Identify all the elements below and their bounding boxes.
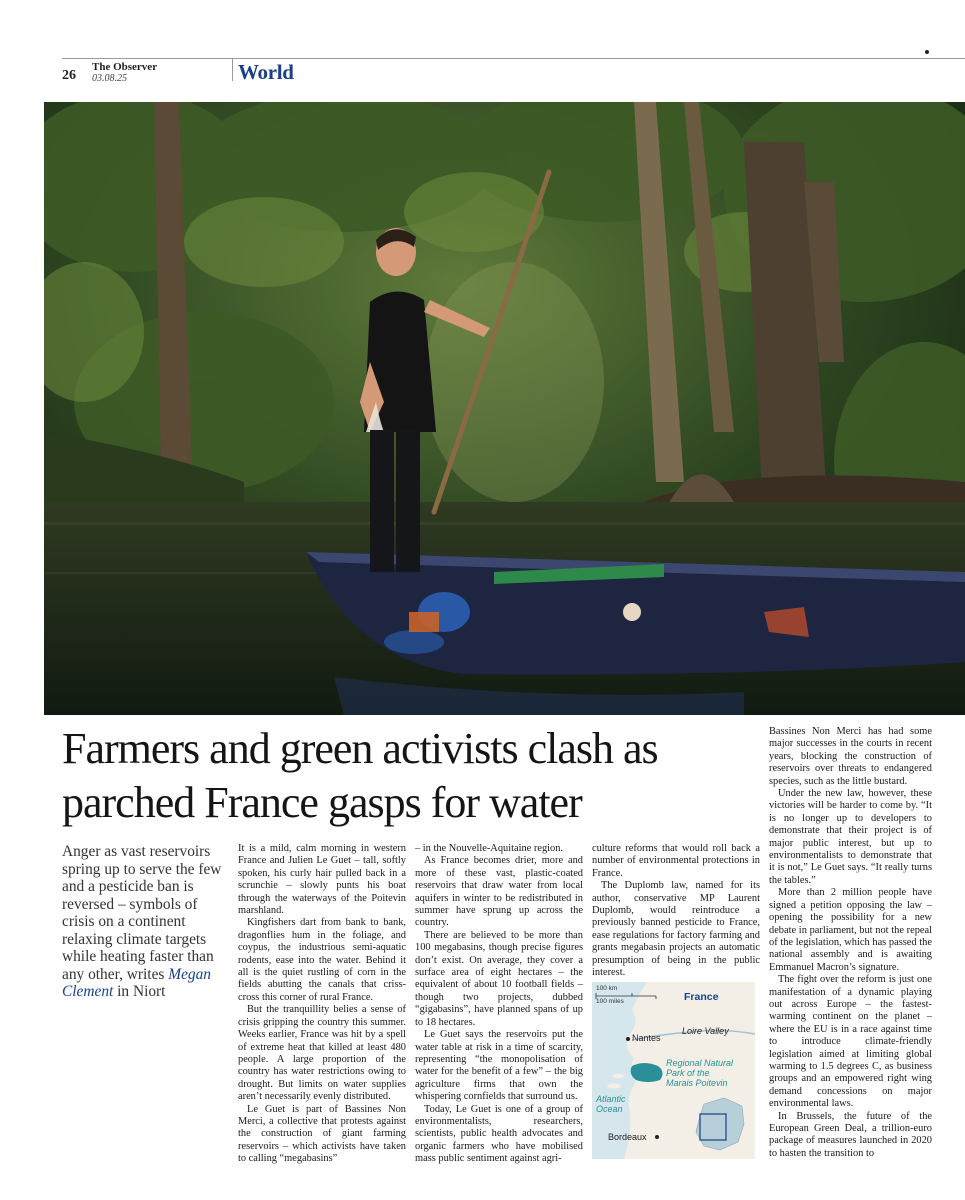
standfirst-text: Anger as vast reservoirs spring up to serve the few and a pesticide ban is reversed – symbols of crisis on a continent relaxing climate targets while heating faster than any other, writes <box>62 843 222 983</box>
body-paragraph: In Brussels, the future of the European Green Deal, a trillion-euro package of measures launched in 2020 to hasten the transition to <box>769 1110 932 1159</box>
body-paragraph: The Duplomb law, named for its author, conservative MP Laurent Duplomb, would reintroduce a previously banned pesticide to France, ease regulations for factory farming and grants megabasin projects an automatic presumption of being in the public interest. <box>592 880 760 979</box>
body-paragraph: culture reforms that would roll back a number of environmental protections in France. <box>592 843 760 879</box>
map-region-loire: Loire Valley <box>682 1026 729 1036</box>
section-title: World <box>238 60 294 84</box>
body-paragraph: Kingfishers dart from bank to bank, dragonflies hum in the foliage, and coypus, the industrious semi-aquatic rodents, ease into the water. Behind it all is the quiet rustling of corn in the fields abutting the canals that criss-cross this corner of rural France. <box>238 917 406 1003</box>
header-rule <box>62 58 965 59</box>
body-column-4 <box>769 726 932 1160</box>
map-park-line: Marais Poitevin <box>666 1078 728 1088</box>
header-divider <box>232 59 233 81</box>
map-ocean-line: Atlantic <box>596 1094 626 1104</box>
byline-author[interactable]: Megan Clement <box>62 965 211 1000</box>
body-paragraph: Le Guet says the reservoirs put the water table at risk in a time of scarcity, representing “the monopolisation of water for the benefit of a few” – the big agriculture firms that own the whispering cornfields that surround us. <box>415 1029 583 1103</box>
body-paragraph: It is a mild, calm morning in western France and Julien Le Guet – tall, softly spoken, his curly hair pulled back in a scrunchie – slowly punts his boat through the waterways of the Poitevin marshland. <box>238 843 406 917</box>
publication-name: The Observer <box>92 61 158 73</box>
locator-map <box>592 982 755 1159</box>
map-country-label: France <box>684 991 719 1003</box>
publication-date: 03.08.25 <box>92 73 127 84</box>
map-ocean-line: Ocean <box>596 1104 623 1114</box>
photo-man-punting-boat <box>44 102 965 715</box>
body-paragraph: More than 2 million people have signed a petition opposing the law – opening the possibility for a new debate in parliament, but not the repeal of the legislation, which has passed the national assembly and is awaiting Emmanuel Macron’s signature. <box>769 887 932 973</box>
body-paragraph: Bassines Non Merci has had some major successes in the courts in recent years, blocking the construction of reservoirs over threats to endangered species, such as the little bustard. <box>769 726 932 787</box>
map-park-line: Park of the <box>666 1068 710 1078</box>
body-paragraph: There are believed to be more than 100 megabasins, though precise figures don’t exist. On average, they cover a surface area of eight hectares – the equivalent of about 10 football fields – though two projects, dubbed “gigabasins”, have planned spans of up to 18 hectares. <box>415 929 583 1028</box>
byline-dateline: in Niort <box>113 983 166 1000</box>
article-standfirst <box>62 843 232 1001</box>
map-city-bordeaux: Bordeaux <box>608 1132 647 1142</box>
body-paragraph: – in the Nouvelle-Aquitaine region. <box>415 843 564 854</box>
map-scale-miles: 100 miles <box>596 998 624 1005</box>
map-park-line: Regional Natural <box>666 1058 734 1068</box>
body-column-1 <box>238 843 406 1166</box>
map-scale-km: 100 km <box>596 985 618 992</box>
article-headline: Farmers and green activists clash as parched France gasps for water <box>62 724 658 827</box>
map-ocean-label <box>596 1094 626 1114</box>
map-park-label <box>666 1058 733 1088</box>
page-number: 26 <box>62 68 76 83</box>
map-city-nantes: Nantes <box>632 1033 661 1043</box>
body-paragraph: Le Guet is part of Bassines Non Merci, a collective that protests against the construction of giant farming reservoirs – which activists have taken to calling “megabasins” <box>238 1103 406 1165</box>
publication-block <box>92 61 157 84</box>
body-paragraph: The fight over the reform is just one manifestation of a dynamic playing out across Europe – the fastest-warming continent on the planet – where the EU is in a race against time to introduce climate-friendly legislation aimed at limiting global warming to 1.5 degrees C, as business groups and an empowered right wing demand concessions on major environmental laws. <box>769 974 932 1110</box>
body-paragraph: Under the new law, however, these victories will be harder to come by. “It is no longer up to developers to demonstrate that their project is of major public interest, but up to environmentalists to demonstrate that it is not,” Le Guet says. “It really turns the tables.” <box>769 788 932 886</box>
header-dot <box>925 50 929 54</box>
lead-photo <box>44 102 965 715</box>
body-paragraph: But the tranquillity belies a sense of crisis gripping the country this summer. Weeks earlier, France was hit by a spell of extreme heat that killed at least 480 people. A large proportion of the country has water restrictions owing to drought. But limits on water supplies aren’t necessarily evenly distributed. <box>238 1004 406 1103</box>
body-paragraph: Today, Le Guet is one of a group of environmentalists, researchers, scientists, public health advocates and organic farmers who have mobilised mass public sentiment against agri- <box>415 1103 583 1165</box>
body-paragraph: As France becomes drier, more and more of these vast, plastic-coated reservoirs that draw water from local aquifers in winter to be redistributed in summer have sprung up across the country. <box>415 855 583 929</box>
body-column-3 <box>592 843 760 979</box>
body-column-2 <box>415 843 583 1166</box>
